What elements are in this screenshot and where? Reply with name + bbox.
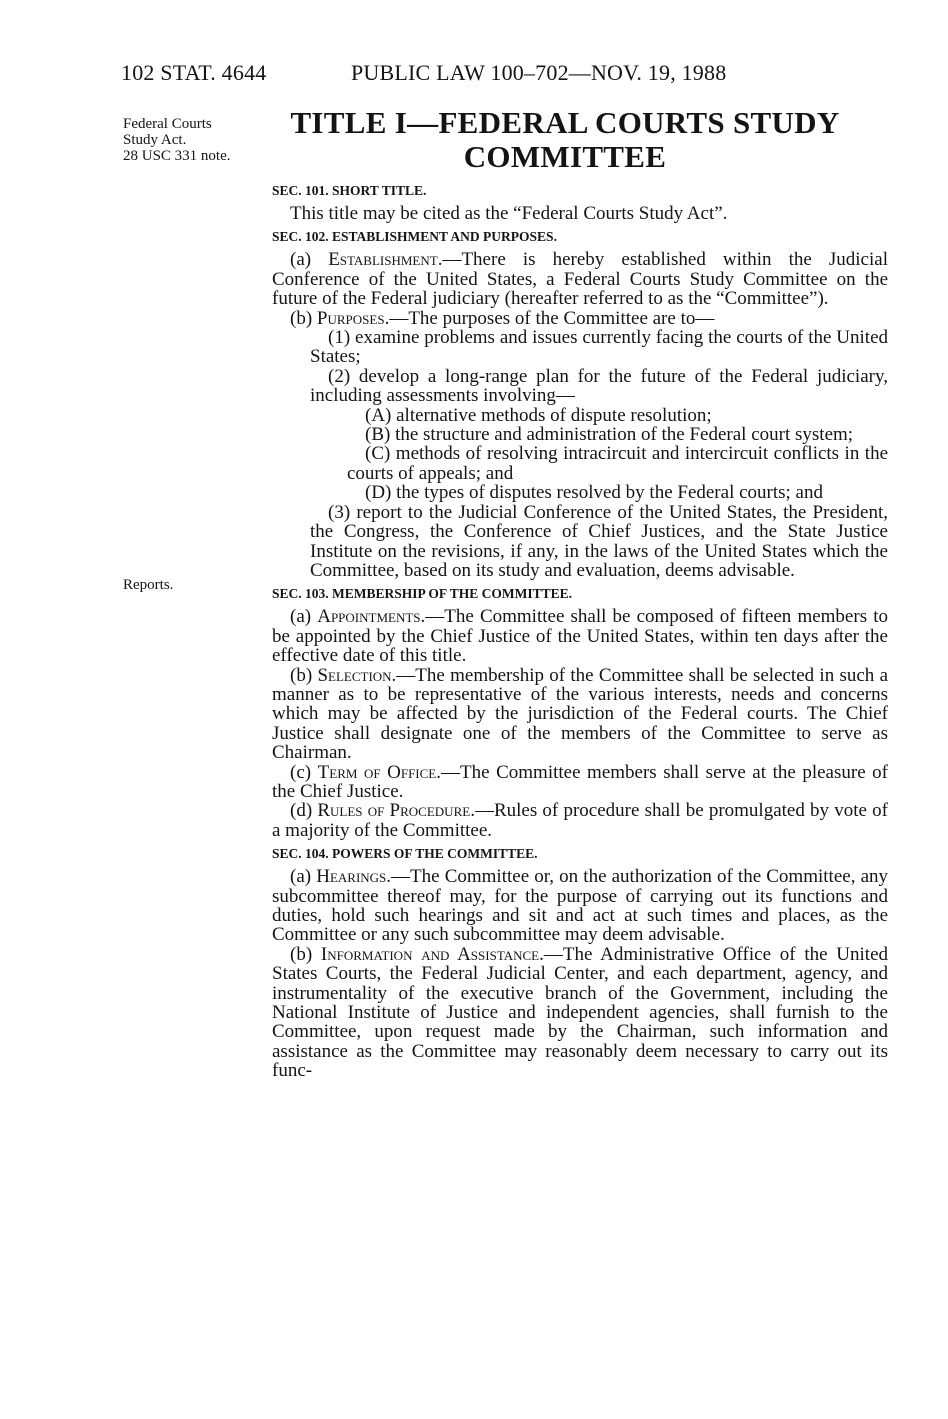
paragraph-caption: Rules of Procedure: [317, 800, 471, 822]
sub-list-item: (C) methods of resolving intracircuit and intercircuit conflicts in the courts of appeals; and: [347, 443, 888, 484]
paragraph-label: (a): [290, 249, 329, 271]
paragraph-label: (d): [290, 800, 318, 822]
paragraph-caption: Information and Assistance: [320, 943, 540, 965]
margin-note-line: Study Act.: [123, 132, 187, 148]
paragraph-label: (a): [290, 866, 317, 888]
page-stat-number: 102 STAT. 4644: [121, 60, 267, 85]
title-line-1: TITLE I—FEDERAL COURTS STUDY: [290, 105, 840, 140]
paragraph-caption: Purposes: [316, 307, 385, 329]
paragraph-text: .—Rules of procedure shall be promulgated by vote of a majority of the Committee.: [272, 800, 888, 841]
paragraph: [272, 801, 888, 840]
paragraph: [272, 666, 888, 763]
paragraph: This title may be cited as the “Federal Courts Study Act”.: [290, 203, 728, 224]
paragraph-caption: Selection: [317, 664, 392, 686]
paragraph: [272, 607, 888, 665]
sub-list-item: (A) alternative methods of dispute resolution;: [365, 404, 712, 426]
sub-list-item: (D) the types of disputes resolved by the Federal courts; and: [365, 482, 823, 504]
title-line-2: COMMITTEE: [463, 139, 667, 174]
paragraph-label: (c): [290, 761, 318, 783]
margin-note-short-title: [123, 116, 231, 164]
sub-list-item: (B) the structure and administration of the Federal court system;: [365, 424, 854, 446]
paragraph-text: .—The Committee members shall serve at the pleasure of the Chief Justice.: [272, 761, 888, 802]
paragraph-caption: Appointments: [317, 606, 421, 628]
margin-note-reports: Reports.: [123, 577, 174, 593]
paragraph-label: (a): [290, 606, 318, 628]
paragraph: [272, 309, 888, 328]
paragraph-text: .—The Committee shall be composed of fifteen members to be appointed by the Chief Justice of the United States, within ten days after the effective date of this title.: [272, 606, 888, 667]
paragraph-text: .—The membership of the Committee shall be selected in such a manner as to be representative of the various interests, needs and concerns which may be affected by the jurisdiction of the Federal courts. The Chief Justice shall designate one of the members of the Committee to serve as Chairman.: [272, 664, 889, 764]
paragraph: [272, 945, 888, 1081]
section-heading: SEC. 104. POWERS OF THE COMMITTEE.: [272, 846, 538, 862]
section-heading: SEC. 103. MEMBERSHIP OF THE COMMITTEE.: [272, 586, 573, 602]
list-item: (1) examine problems and issues currently facing the courts of the United States;: [310, 327, 888, 368]
margin-note-line: 28 USC 331 note.: [123, 148, 231, 164]
paragraph-caption: Establishment: [328, 249, 438, 271]
margin-note-line: Federal Courts: [123, 116, 212, 132]
title-heading: [285, 106, 845, 174]
paragraph-text: .—The Administrative Office of the United States Courts, the Federal Judicial Center, and each department, agency, and instrumentality of the executive branch of the Government, including the National Institute of Justice and independent agencies, shall furnish to the Committee, upon request made by the Chairman, such information and assistance as the Committee may reasonably deem necessary to carry out its func-: [272, 943, 888, 1082]
paragraph: [272, 763, 888, 802]
paragraph-label: (b): [290, 943, 321, 965]
paragraph: [272, 250, 888, 308]
paragraph-label: (b): [290, 307, 317, 329]
paragraph-text: .—There is hereby established within the Judicial Conference of the United States, a Federal Courts Study Committee on the future of the Federal judiciary (hereafter referred to as the “Committee”).: [272, 249, 888, 310]
paragraph: [272, 867, 888, 945]
list-item: (2) develop a long-range plan for the future of the Federal judiciary, including assessments involving—: [310, 365, 888, 407]
paragraph-text: .—The purposes of the Committee are to—: [384, 307, 715, 329]
section-heading: SEC. 102. ESTABLISHMENT AND PURPOSES.: [272, 229, 557, 245]
paragraph-label: (b): [290, 664, 318, 686]
paragraph-text: .—The Committee or, on the authorization of the Committee, any subcommittee thereof may, for the purpose of carrying out its functions and duties, hold such hearings and sit and act at such times and places, as the Committee or any such subcommittee may deem advisable.: [272, 866, 888, 946]
list-item: (3) report to the Judicial Conference of the United States, the President, the Congress, the Conference of Chief Justices, and the State Justice Institute on the revisions, if any, in the laws of the United States which the Committee, based on its study and evaluation, deems advisable.: [310, 501, 888, 581]
paragraph-caption: Term of Office: [317, 761, 437, 783]
paragraph-caption: Hearings: [316, 866, 387, 888]
document-body: [272, 183, 888, 1081]
running-header: PUBLIC LAW 100–702—NOV. 19, 1988: [351, 60, 727, 85]
section-heading: SEC. 101. SHORT TITLE.: [272, 183, 427, 198]
